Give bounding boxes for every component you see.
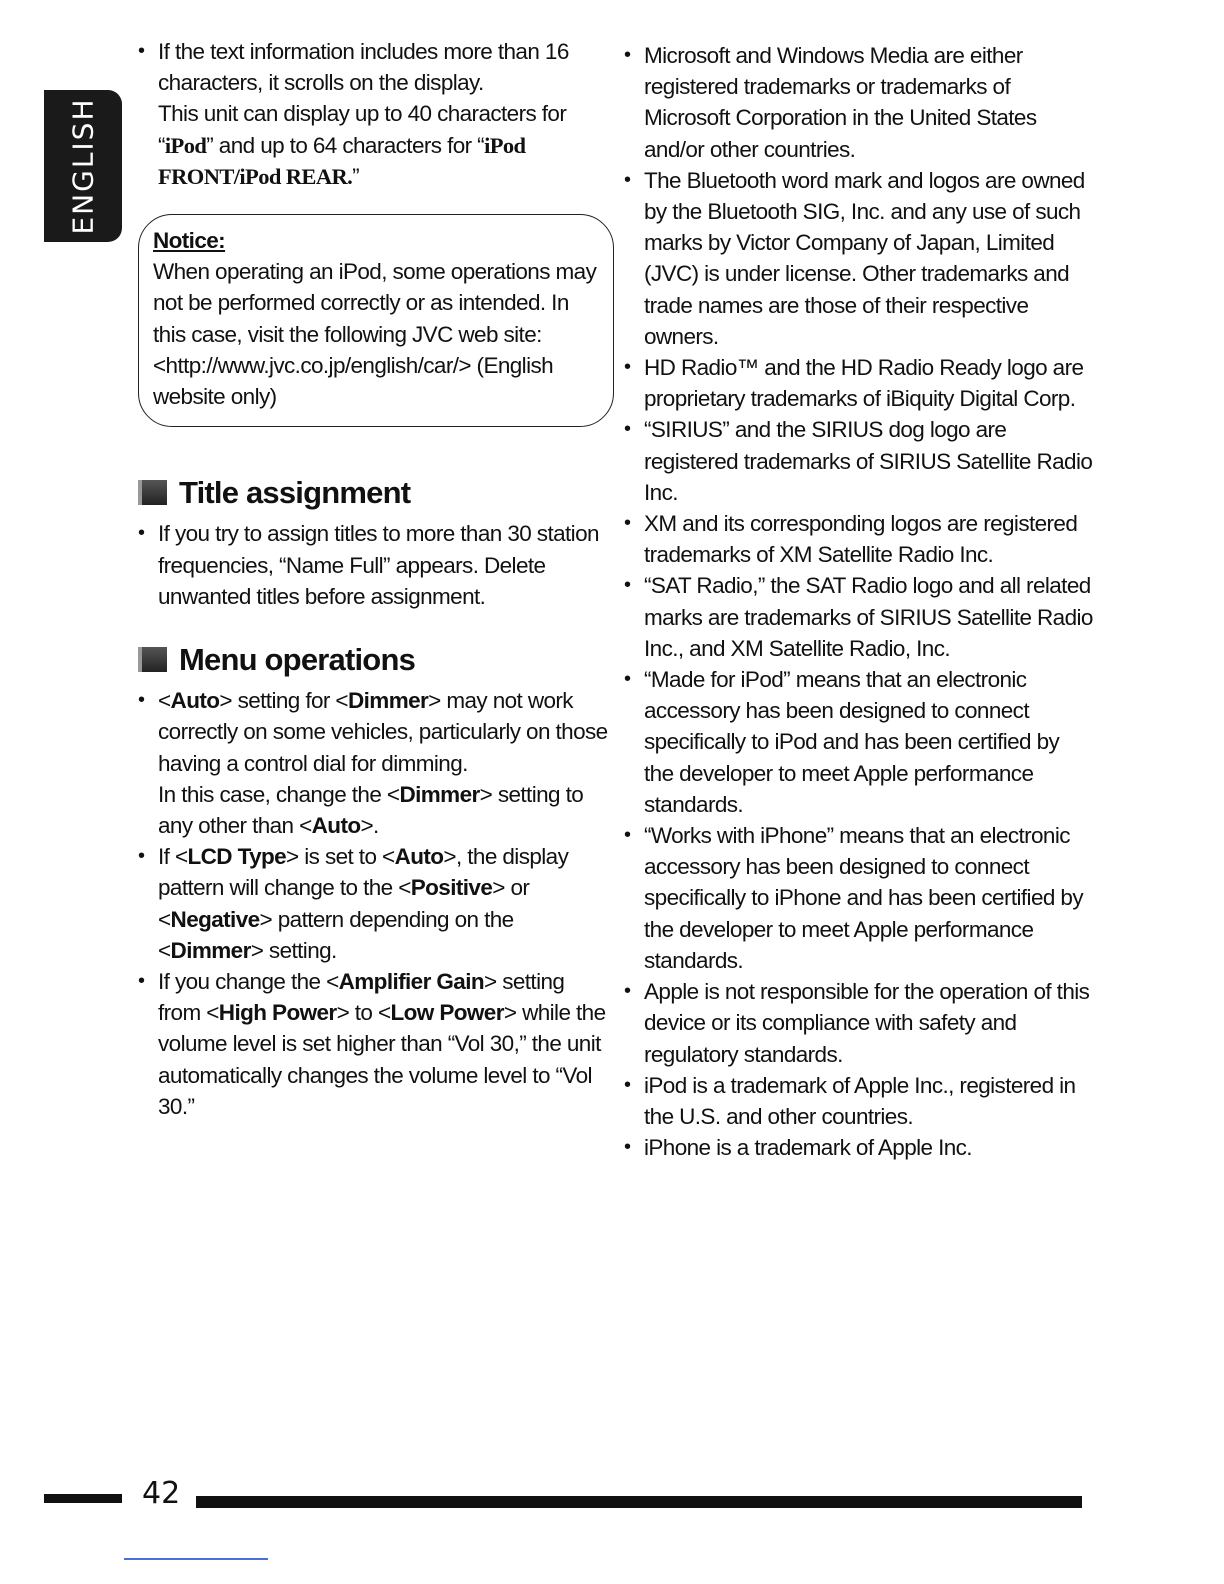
right-column	[624, 40, 1094, 1163]
text: > setting to any other than <	[158, 781, 584, 839]
list-item	[138, 966, 608, 1122]
intro-text-2a: This unit can display up to 40 characters for “	[158, 101, 567, 158]
list-item	[138, 685, 608, 841]
menu-operations-list	[138, 685, 608, 1122]
title-assignment-list	[138, 518, 608, 612]
text: > setting from <	[158, 969, 565, 1026]
notice-title: Notice:	[153, 228, 226, 254]
menu-term: Amplifier Gain	[338, 969, 485, 995]
text: > may not work correctly on some vehicles, particularly on those having a control dial for dimming.	[158, 688, 608, 776]
trademark-item: • “SIRIUS” and the SIRIUS dog logo are registered trademarks of SIRIUS Satellite Radio Inc.	[624, 414, 1094, 508]
trademark-item: • “SAT Radio,” the SAT Radio logo and all related marks are trademarks of SIRIUS Satellite Radio Inc., and XM Satellite Radio, Inc.	[624, 570, 1094, 664]
page-number: 42	[142, 1476, 181, 1511]
text: <	[158, 688, 171, 714]
trademark-item: • “Made for iPod” means that an electronic accessory has been designed to connect specifically to iPod and has been certified by the developer to meet Apple performance standards.	[624, 664, 1094, 820]
section-marker-icon	[138, 647, 167, 672]
footer-bar-right	[196, 1496, 1082, 1508]
menu-term: Positive	[410, 875, 493, 901]
trademark-item: • “Works with iPhone” means that an electronic accessory has been designed to connect specifically to iPhone and has been certified by the developer to meet Apple performance standards.	[624, 820, 1094, 976]
text: > pattern depending on the <	[158, 906, 514, 963]
trademark-item: • iPod is a trademark of Apple Inc., registered in the U.S. and other countries.	[624, 1070, 1094, 1132]
text: If you change the <	[158, 969, 339, 995]
text: >, the display pattern will change to the <	[158, 844, 569, 901]
section-heading: Title assignment	[179, 475, 411, 511]
trademark-item: • Microsoft and Windows Media are either registered trademarks or trademarks of Microsoft Corporation in the United States and/or other countries.	[624, 40, 1094, 165]
list-item	[138, 841, 608, 966]
list-item: • If you try to assign titles to more than 30 station frequencies, “Name Full” appears. Delete unwanted titles before assignment.	[138, 518, 608, 612]
text: > setting.	[250, 937, 337, 963]
ipod-front-rear-term: iPod FRONT/iPod REAR.	[158, 132, 526, 189]
section-title-assignment	[138, 475, 608, 511]
language-tab	[44, 90, 122, 242]
trademark-item: • Apple is not responsible for the operation of this device or its compliance with safety and regulatory standards.	[624, 976, 1094, 1070]
menu-term: Dimmer	[170, 937, 251, 963]
menu-term: LCD Type	[187, 844, 287, 870]
text: >.	[360, 813, 379, 839]
left-column	[138, 36, 608, 1122]
section-menu-operations	[138, 642, 608, 678]
intro-text-2b: ” and up to 64 characters for “	[206, 132, 485, 158]
section-heading: Menu operations	[179, 642, 416, 678]
footer-bar-left	[44, 1494, 122, 1503]
language-tab-label: ENGLISH	[66, 97, 100, 235]
text: > to <	[336, 1000, 391, 1026]
footer-divider	[124, 1558, 268, 1560]
trademark-item: • XM and its corresponding logos are registered trademarks of XM Satellite Radio Inc.	[624, 508, 1094, 570]
menu-term: High Power	[218, 1000, 337, 1026]
intro-text-1: If the text information includes more than 16 characters, it scrolls on the display.	[158, 39, 569, 96]
text: > while the volume level is set higher than “Vol 30,” the unit automatically changes the volume level to “Vol 30.”	[158, 1000, 606, 1119]
notice-body: When operating an iPod, some operations may not be performed correctly or as intended. In this case, visit the following JVC web site: <http://www.jvc.co.jp/english/car/> (English website only)	[153, 259, 597, 410]
menu-term: Auto	[170, 688, 220, 714]
menu-term: Low Power	[390, 1000, 504, 1026]
notice-box	[138, 214, 614, 427]
text: > is set to <	[286, 844, 395, 870]
ipod-term: iPod	[164, 132, 207, 158]
menu-term: Auto	[311, 813, 361, 839]
menu-term: Dimmer	[347, 688, 429, 714]
menu-term: Auto	[394, 844, 444, 870]
menu-term: Dimmer	[399, 781, 480, 807]
intro-text-2c: ”	[352, 163, 360, 189]
text: In this case, change the <	[158, 781, 400, 807]
menu-term: Negative	[170, 906, 260, 932]
trademark-item: • The Bluetooth word mark and logos are owned by the Bluetooth SIG, Inc. and any use of such marks by Victor Company of Japan, Limited (JVC) is under license. Other trademarks and trade names are those of their respective owners.	[624, 165, 1094, 352]
text: If <	[158, 844, 188, 870]
list-item	[138, 36, 608, 192]
trademark-item: • HD Radio™ and the HD Radio Ready logo are proprietary trademarks of iBiquity Digital Corp.	[624, 352, 1094, 414]
text: > or <	[158, 875, 530, 932]
trademark-list	[624, 40, 1094, 1163]
trademark-item: • iPhone is a trademark of Apple Inc.	[624, 1132, 1094, 1163]
section-marker-icon	[138, 480, 167, 505]
text: > setting for <	[219, 688, 348, 714]
intro-list	[138, 36, 608, 192]
